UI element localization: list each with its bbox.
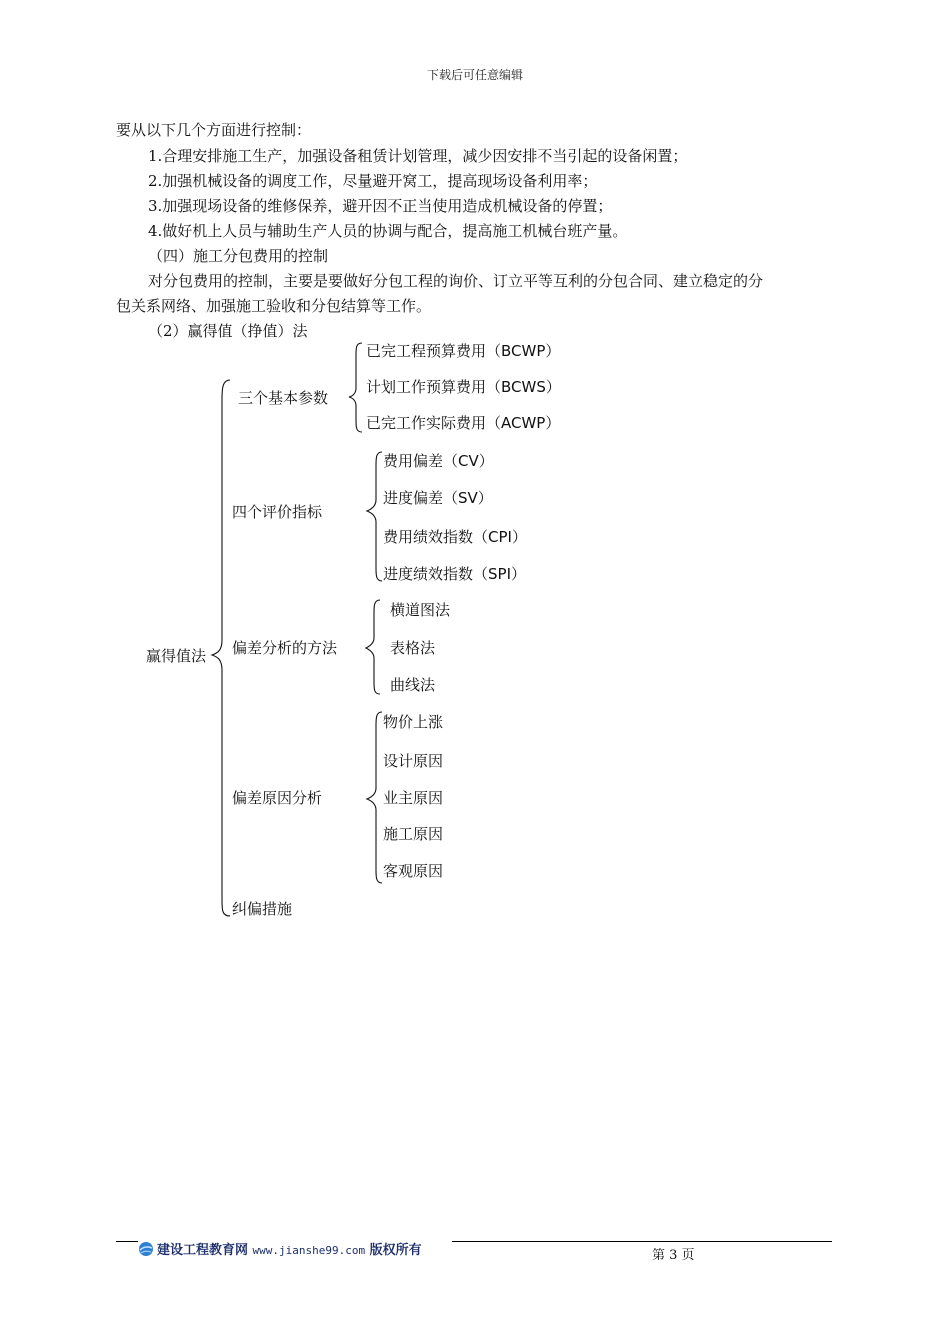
footer-rule-right [452,1241,832,1242]
list-item-4: 4.做好机上人员与辅助生产人员的协调与配合，提高施工机械台班产量。 [148,222,628,240]
group-label-2: 四个评价指标 [232,503,323,521]
group3-item-2: 表格法 [390,639,436,657]
footer-rights: 版权所有 [369,1243,422,1258]
group-label-5: 纠偏措施 [232,900,293,918]
group4-item-3: 业主原因 [383,789,444,807]
footer-url: www.jianshe99.com [252,1244,366,1257]
intro-text: 要从以下几个方面进行控制： [116,121,312,139]
group-label-3: 偏差分析的方法 [232,639,338,657]
globe-logo-icon [138,1241,154,1257]
list-item-2: 2.加强机械设备的调度工作，尽量避开窝工，提高现场设备利用率； [148,172,598,190]
root-brace [212,380,230,916]
list-item-3: 3.加强现场设备的维修保养，避开因不正当使用造成机械设备的停置； [148,197,613,215]
group4-item-2: 设计原因 [383,752,444,770]
group1-item-1: 已完工程预算费用（BCWP） [366,342,561,360]
group4-item-5: 客观原因 [383,862,444,880]
group-brace-1 [349,343,362,432]
group3-item-1: 横道图法 [390,601,451,619]
group2-item-1: 费用偏差（CV） [383,452,494,470]
group1-item-3: 已完工作实际费用（ACWP） [366,414,561,432]
group1-item-2: 计划工作预算费用（BCWS） [366,378,561,396]
group2-item-3: 费用绩效指数（CPI） [383,528,527,546]
footer-brand-name: 建设工程教育网 [157,1243,249,1258]
section-title: （四）施工分包费用的控制 [148,247,329,265]
group2-item-4: 进度绩效指数（SPI） [383,565,526,583]
list-item-1: 1.合理安排施工生产，加强设备租赁计划管理，减少因安排不当引起的设备闲置； [148,147,688,165]
page-number: 第 3 页 [652,1248,695,1263]
group-brace-3 [366,600,380,694]
group-label-1: 三个基本参数 [238,389,329,407]
paragraph-line-1: 对分包费用的控制，主要是要做好分包工程的询价、订立平等互利的分包合同、建立稳定的分 [148,272,764,290]
group-label-4: 偏差原因分析 [232,789,323,807]
paragraph-line-2: 包关系网络、加强施工验收和分包结算等工作。 [116,297,432,315]
group-brace-2 [367,452,382,581]
group3-item-3: 曲线法 [390,676,436,694]
footer-rule-left [116,1241,138,1242]
group2-item-2: 进度偏差（SV） [383,489,493,507]
group-brace-4 [367,712,382,883]
method-title: （2）赢得值（挣值）法 [148,322,308,340]
footer-brand [138,1239,424,1261]
group4-item-1: 物价上涨 [383,713,444,731]
tree-root-label: 赢得值法 [146,647,207,665]
header-note: 下载后可任意编辑 [426,68,523,82]
group4-item-4: 施工原因 [383,825,444,843]
